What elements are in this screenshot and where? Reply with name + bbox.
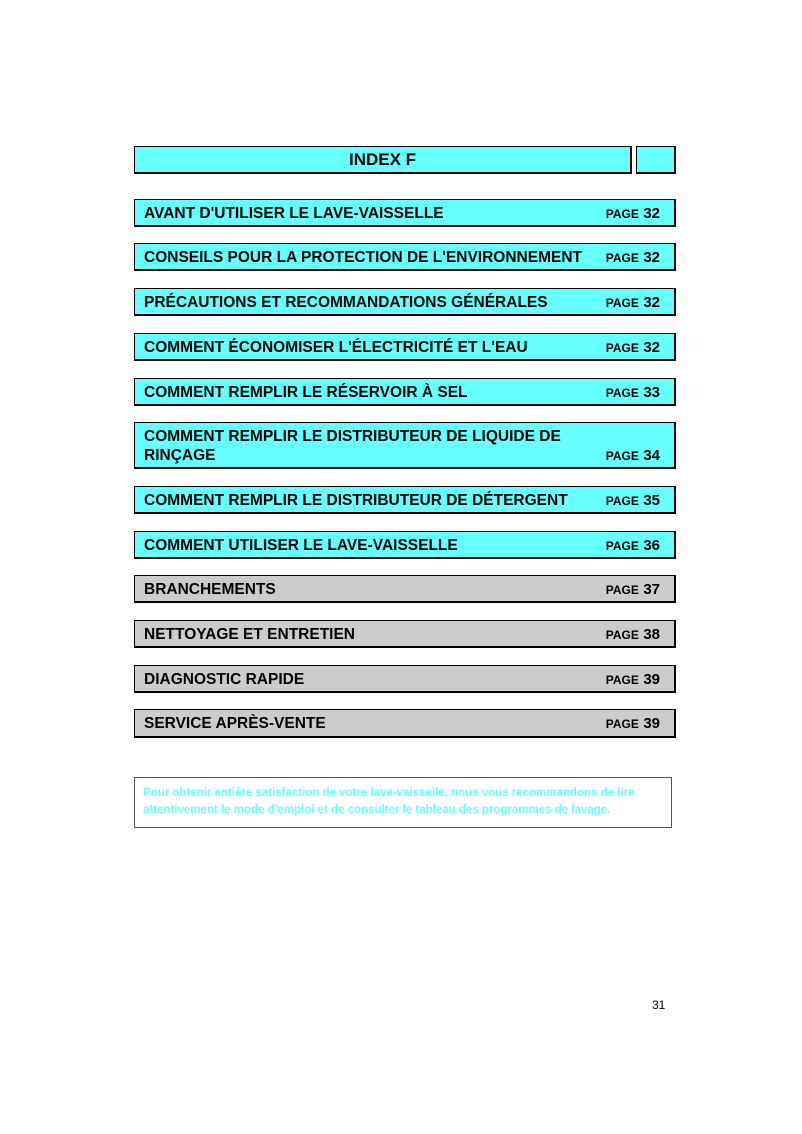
entry-page (606, 447, 660, 465)
entry-page (606, 205, 660, 223)
entry-page-label: PAGE (605, 628, 639, 642)
entry-page-number: 32 (643, 294, 660, 311)
index-entry-nettoyage[interactable] (134, 620, 676, 648)
entry-page-number: 38 (643, 626, 660, 643)
recommendation-note (134, 777, 672, 828)
entry-page (606, 581, 660, 599)
entry-title: COMMENT UTILISER LE LAVE-VAISSELLE (144, 537, 458, 554)
entry-title: PRÉCAUTIONS ET RECOMMANDATIONS GÉNÉRALES (144, 294, 548, 311)
index-entry-conseils-environnement[interactable] (134, 243, 676, 271)
entry-page-label: PAGE (605, 207, 639, 221)
entry-title-line1: COMMENT REMPLIR LE DISTRIBUTEUR DE LIQUIDE DE (144, 428, 561, 445)
entry-page-label: PAGE (605, 583, 639, 597)
entry-page-number: 39 (643, 671, 660, 688)
entry-title: CONSEILS POUR LA PROTECTION DE L'ENVIRONNEMENT (144, 249, 582, 266)
entry-page-label: PAGE (605, 494, 639, 508)
entry-title: COMMENT REMPLIR LE RÉSERVOIR À SEL (144, 384, 468, 401)
entry-page (606, 626, 660, 644)
entry-page (606, 537, 660, 555)
index-entry-economiser[interactable] (134, 333, 676, 361)
entry-page-number: 32 (643, 249, 660, 266)
entry-title: DIAGNOSTIC RAPIDE (144, 671, 305, 688)
entry-page-number: 34 (643, 447, 660, 464)
entry-title: COMMENT REMPLIR LE DISTRIBUTEUR DE DÉTERGENT (144, 492, 568, 509)
entry-page (606, 384, 660, 402)
index-title-side-box (636, 146, 676, 174)
index-title-bar (134, 146, 632, 174)
entry-page (606, 671, 660, 689)
entry-title: SERVICE APRÈS-VENTE (144, 715, 326, 732)
index-entry-precautions[interactable] (134, 288, 676, 316)
index-entry-utiliser[interactable] (134, 531, 676, 559)
index-entry-branchements[interactable] (134, 575, 676, 603)
index-entry-reservoir-sel[interactable] (134, 378, 676, 406)
entry-page-number: 35 (643, 492, 660, 509)
index-title: INDEX F (348, 149, 417, 169)
entry-page-number: 33 (643, 384, 660, 401)
entry-page (606, 492, 660, 510)
index-entry-service-apres-vente[interactable] (134, 709, 676, 738)
entry-page-label: PAGE (605, 449, 639, 463)
index-entry-liquide-rincage[interactable] (134, 422, 676, 469)
entry-page-label: PAGE (605, 386, 639, 400)
entry-page-label: PAGE (605, 539, 639, 553)
entry-page-number: 37 (643, 581, 660, 598)
index-entry-avant-utiliser[interactable] (134, 199, 676, 227)
page-number: 31 (652, 998, 666, 1012)
index-entry-detergent[interactable] (134, 486, 676, 514)
note-line-2: attentivement le mode d'emploi et de consulter le tableau des programmes de lavage. (143, 804, 611, 816)
entry-page-label: PAGE (605, 673, 639, 687)
entry-page (606, 249, 660, 267)
entry-page-number: 36 (643, 537, 660, 554)
entry-page (606, 715, 660, 733)
entry-page-label: PAGE (605, 251, 639, 265)
entry-page-label: PAGE (605, 717, 639, 731)
entry-page-number: 39 (643, 715, 660, 732)
note-line-1: Pour obtenir entière satisfaction de votre lave-vaisselle, nous vous recommandons de lire (143, 787, 635, 799)
entry-page-label: PAGE (605, 341, 639, 355)
entry-page-number: 32 (643, 205, 660, 222)
entry-title: AVANT D'UTILISER LE LAVE-VAISSELLE (144, 205, 444, 222)
index-entry-diagnostic[interactable] (134, 665, 676, 693)
entry-page-label: PAGE (605, 296, 639, 310)
entry-title: COMMENT ÉCONOMISER L'ÉLECTRICITÉ ET L'EAU (144, 339, 528, 356)
entry-page-number: 32 (643, 339, 660, 356)
entry-page (606, 339, 660, 357)
entry-title-line2: RINÇAGE (144, 447, 216, 464)
entry-title: NETTOYAGE ET ENTRETIEN (144, 626, 356, 643)
entry-page (606, 294, 660, 312)
entry-title: BRANCHEMENTS (144, 581, 276, 598)
